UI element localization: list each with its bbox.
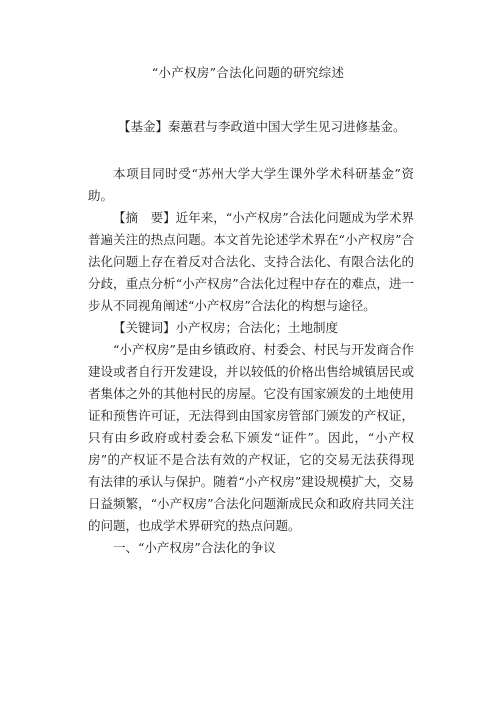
paragraph-keywords: 【关键词】小产权房；合法化；土地制度 (113, 320, 339, 335)
document-body (88, 163, 414, 559)
fund-note: 【基金】秦蕙君与李政道中国大学生见习进修基金。 (118, 119, 406, 134)
section-heading-1: 一、“小产权房”合法化的争议 (113, 540, 276, 555)
paragraph-intro: “小产权房”是由乡镇政府、村委会、村民与开发商合作建设或者自行开发建设，并以较低的价格出售给城镇居民或者集体之外的其他村民的房屋。它没有国家颁发的土地使用证和预售许可证，无法得到由国家房管部门颁发的产权证，只有由乡政府或村委会私下颁发“证件”。因此，“小产权房”的产权证不是合法有效的产权证，它的交易无法获得现有法律的承认与保护。随着“小产权房”建设规模扩大，交易日益频繁，“小产权房”合法化问题渐成民众和政府共同关注的问题，也成学术界研究的热点问题。 (88, 342, 414, 533)
paragraph-abstract: 【摘 要】近年来，“小产权房”合法化问题成为学术界普遍关注的热点问题。本文首先论述学术界在“小产权房”合法化问题上存在着反对合法化、支持合法化、有限合法化的分歧，重点分析“小产权房”合法化过程中存在的难点，进一步从不同视角阐述“小产权房”合法化的构想与途径。 (88, 210, 414, 313)
document-title: “小产权房”合法化问题的研究综述 (151, 65, 345, 80)
paragraph-project-funding: 本项目同时受“苏州大学大学生课外学术科研基金”资助。 (88, 166, 414, 203)
